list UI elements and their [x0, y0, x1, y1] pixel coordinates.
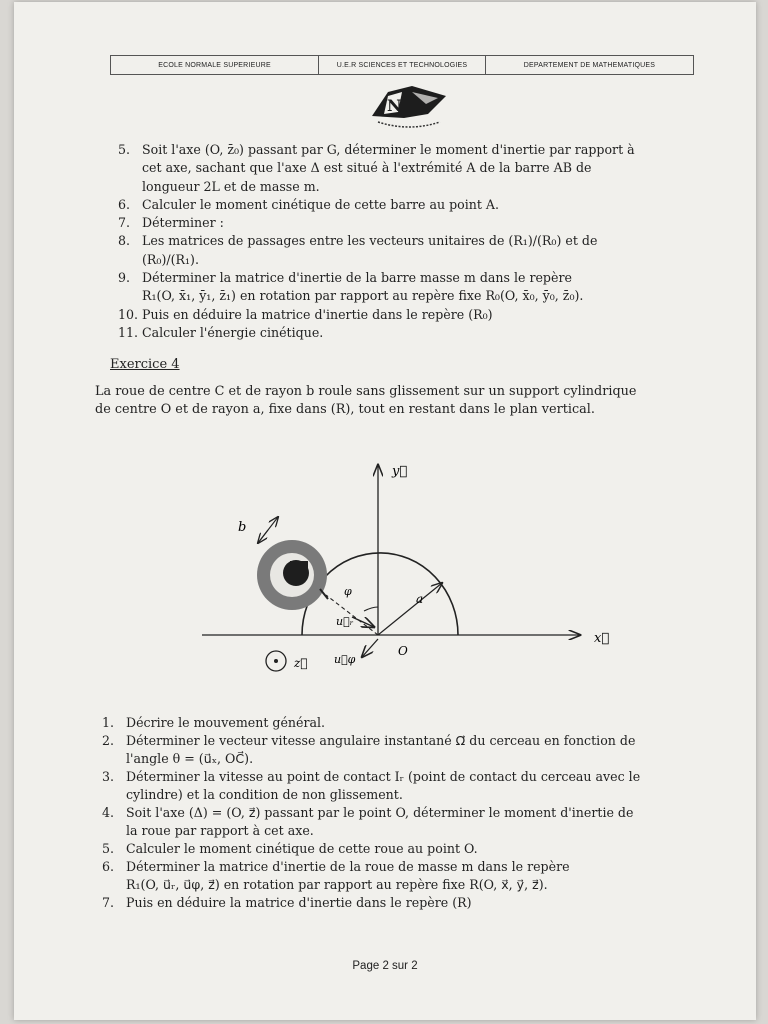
question-number: 2. — [102, 733, 115, 748]
z-axis-dot — [274, 659, 278, 663]
question-text: Déterminer la matrice d'inertie de la barre masse m dans le repère — [142, 270, 572, 286]
question-number: 8. — [118, 233, 131, 249]
question-item — [102, 840, 640, 858]
question-item — [102, 858, 640, 894]
header-school: ECOLE NORMALE SUPERIEURE — [158, 61, 271, 69]
question-text: (R₀)/(R₁). — [142, 251, 199, 267]
question-number: 10. — [118, 306, 139, 322]
question-item — [102, 732, 640, 768]
page-footer: Page 2 sur 2 — [352, 960, 418, 972]
header-uer: U.E.R SCIENCES ET TECHNOLOGIES — [318, 56, 486, 74]
exercise-4-intro — [95, 383, 636, 419]
question-text: Puis en déduire la matrice d'inertie dans le repère (R) — [126, 895, 472, 910]
wheel-mark — [290, 561, 308, 577]
question-item — [118, 232, 635, 269]
intro-line: La roue de centre C et de rayon b roule sans glissement sur un support cylindrique — [95, 384, 637, 399]
svg-text:N: N — [387, 96, 402, 115]
question-text: Puis en déduire la matrice d'inertie dans le repère (R₀) — [142, 306, 493, 322]
exercise-3-questions — [118, 141, 635, 342]
question-number: 7. — [102, 895, 115, 910]
question-number: 1. — [102, 715, 115, 730]
question-item — [102, 894, 640, 912]
z-axis-label: z⃗ — [294, 656, 308, 670]
ur-vector — [352, 617, 374, 627]
question-text: Déterminer le vecteur vitesse angulaire instantané Ω⃗ du cerceau en fonction de — [126, 733, 636, 748]
question-text: R₁(O, x̄₁, ȳ₁, z̄₁) en rotation par rapport au repère fixe R₀(O, x̄₀, ȳ₀, z̄₀). — [142, 288, 584, 304]
question-text: Déterminer la matrice d'inertie de la roue de masse m dans le repère — [126, 859, 570, 874]
question-item — [118, 269, 635, 306]
question-number: 6. — [102, 859, 115, 874]
question-text: Calculer le moment cinétique de cette barre au point A. — [142, 196, 500, 212]
question-number: 3. — [102, 769, 115, 784]
question-text: Soit l'axe (O, z̄₀) passant par G, déterminer le moment d'inertie par rapport à — [142, 142, 635, 157]
origin-label: O — [398, 644, 408, 658]
question-item — [102, 804, 640, 840]
question-text: R₁(O, u⃗ᵣ, u⃗φ, z⃗) en rotation par rapport au repère fixe R(O, x⃗, y⃗, z⃗). — [126, 877, 548, 892]
question-number: 11. — [118, 324, 139, 340]
question-item — [118, 306, 635, 324]
question-item — [118, 141, 635, 196]
uphi-vector — [362, 639, 378, 657]
question-text: Calculer l'énergie cinétique. — [142, 324, 324, 340]
x-axis-label: x⃗ — [594, 631, 610, 646]
question-item — [118, 214, 635, 232]
question-text: cet axe, sachant que l'axe Δ est situé à l'extrémité A de la barre AB de — [142, 160, 592, 176]
radius-b-label: b — [238, 520, 247, 535]
intro-line: de centre O et de rayon a, fixe dans (R), tout en restant dans le plan vertical. — [95, 402, 595, 417]
question-item — [102, 714, 640, 732]
question-text: Décrire le mouvement général. — [126, 715, 326, 730]
uphi-label: u⃗φ — [334, 653, 356, 666]
question-text: la roue par rapport à cet axe. — [126, 823, 314, 838]
angle-phi-label: φ — [344, 585, 352, 598]
question-number: 9. — [118, 270, 131, 286]
question-number: 5. — [118, 142, 131, 157]
question-text: longueur 2L et de masse m. — [142, 178, 320, 194]
radius-a-label: a — [416, 592, 424, 606]
exercise-4-questions — [102, 714, 640, 912]
question-text: Déterminer : — [142, 215, 224, 231]
radius-a — [378, 583, 442, 635]
question-item — [102, 768, 640, 804]
header-department: DEPARTEMENT DE MATHEMATIQUES — [523, 61, 656, 69]
angle-phi-arc — [364, 607, 378, 611]
question-item — [118, 196, 635, 214]
question-text: cylindre) et la condition de non glissement. — [126, 787, 403, 802]
y-axis-label: y⃗ — [392, 464, 408, 479]
question-text: Calculer le moment cinétique de cette roue au point O. — [126, 841, 478, 856]
question-text: Soit l'axe (Δ) = (O, z⃗) passant par le point O, déterminer le moment d'inertie de — [126, 805, 634, 820]
question-number: 7. — [118, 215, 131, 231]
document-page — [14, 2, 756, 1020]
exercise-4-title: Exercice 4 — [110, 357, 180, 372]
question-text: l'angle θ = (u⃗ₓ, OC⃗). — [126, 751, 254, 766]
question-text: Déterminer la vitesse au point de contact Iᵣ (point de contact du cerceau avec le — [126, 769, 641, 784]
question-item — [118, 324, 635, 342]
rolling-wheel-figure — [194, 457, 614, 687]
question-number: 4. — [102, 805, 115, 820]
school-logo-icon — [368, 82, 450, 134]
ur-label: u⃗ᵣ — [336, 615, 354, 628]
question-text: Les matrices de passages entre les vecteurs unitaires de (R₁)/(R₀) et de — [142, 233, 598, 249]
page-header — [110, 55, 694, 75]
question-number: 6. — [118, 196, 131, 212]
radius-b-arrow-back — [258, 530, 268, 543]
question-number: 5. — [102, 841, 115, 856]
